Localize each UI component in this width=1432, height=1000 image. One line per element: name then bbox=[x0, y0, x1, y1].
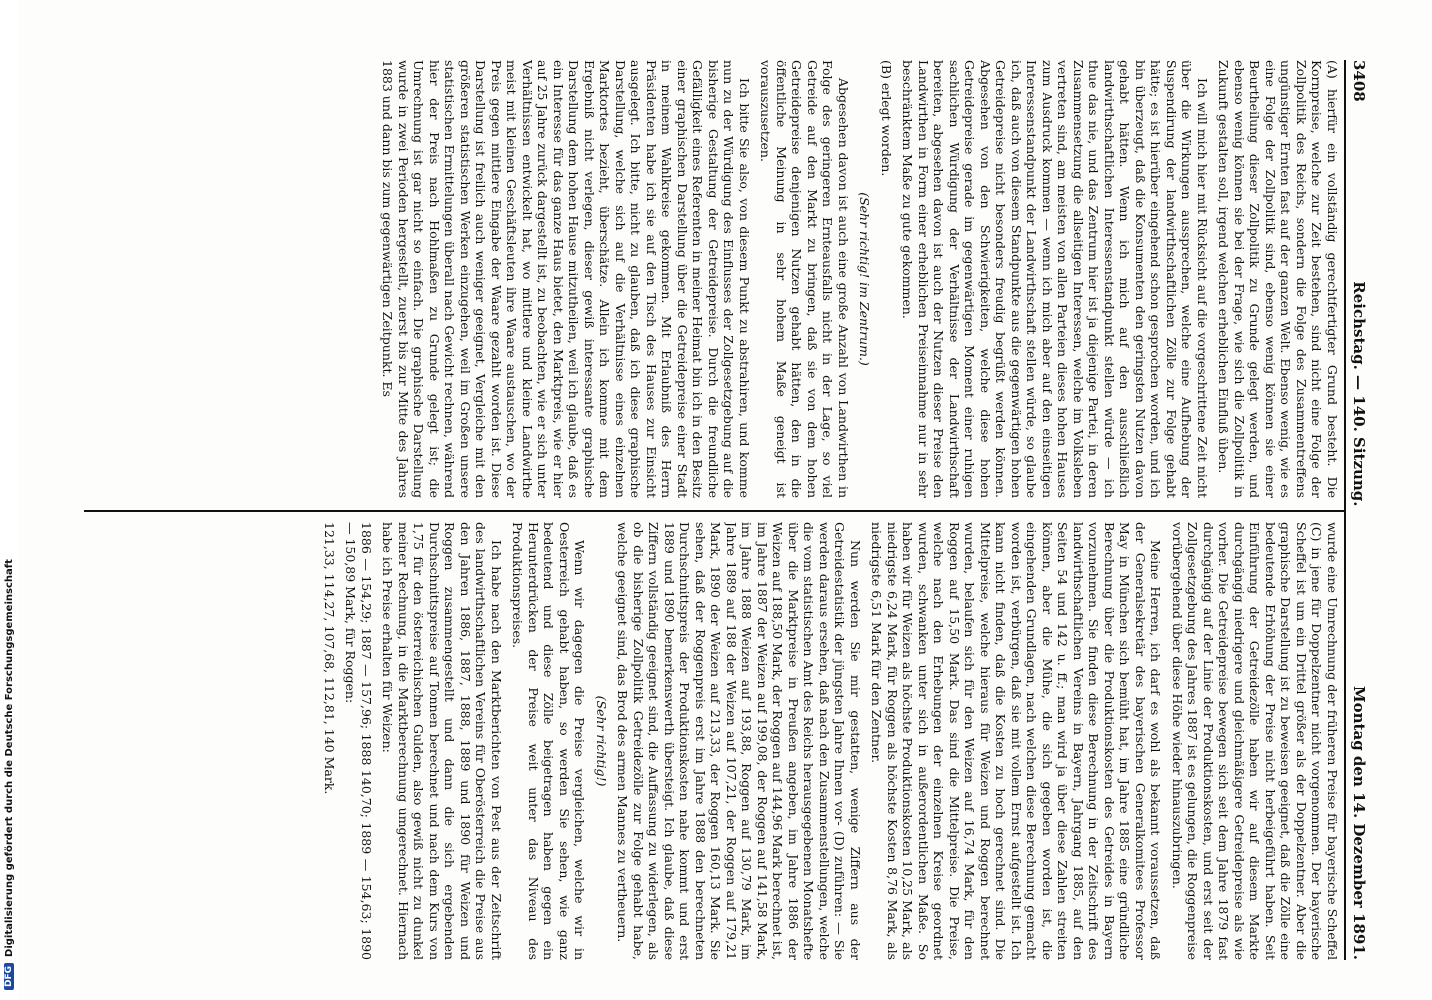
column-divider bbox=[84, 510, 1344, 512]
paragraph: (B) erlegt worden. bbox=[879, 60, 894, 177]
paragraph: Meine Herren, ich darf es wohl als bekannt voraussetzen, daß der Generalsekretär des bayerischen Generalkomitees Professor May in München sich bemüht hat, im Jahre 1885 eine gründliche Berechnung über die Produktionskosten des Getreides in Bayern vorzunehmen. Sie finden diese Berechnung in der Zeitschrift des landwirthschaftlichen Vereins in Bayern, Jahrgang 1885, auf den Seiten 54 und 142 u. ff.; man wird ja über diese Zahlen streiten können, aber die Mühe, die sich gegeben worden ist, die eingehenden Grundlagen, nach welchen diese Berechnung gemacht worden ist, verbürgen, daß sie mit vollem Ernst aufgestellt ist. Ich kann nicht finden, daß die Kosten zu hoch gerechnet sind. Die Mittelpreise, welche hieraus für Weizen und Roggen berechnet wurden, belaufen sich für den Weizen auf 16,74 Mark, für den Roggen auf 15,50 Mark. Das sind die Mittelpreise. Die Preise, welche nach den Erhebungen der einzelnen Kreise geordnet wurden, schwanken unter sich in außerordentlichen Maße. So haben wir für Weizen als höchste Produktionskosten 10,25 Mark, als niedrigste 6,24 Mark, für Roggen als höchste Kosten 8,76 Mark, als niedrigste 6,51 Mark für den Zentner. bbox=[869, 522, 1164, 960]
paragraph: (A) hierfür ein vollständig gerechtfertigter Grund besteht. Die Kornpreise, welche zur Zeit bestehen, sind nicht eine Folge der Zollpolitik des Reichs, sondern die Folge des Zusammentreffens ungünstiger Ernten fast auf der ganzen Welt. Ebenso wenig, wie es eine Folge der Zollpolitik sind, ebenso wenig können sie einer Beurtheilung dieser Zollpolitik zu Grunde gelegt werden, und ebenso wenig können sie bei der Frage, wie sich die Zollpolitik in Zukunft gestalten soll, irgend welchen erheblichen Einfluß üben. bbox=[1216, 60, 1340, 498]
right-column bbox=[90, 522, 1340, 960]
paragraph: Nun werden Sie mir gestatten, wenige Ziffern aus der Getreidestatistik der jüngsten Jahre Ihnen vor- (D) zuführen: — Sie werden daraus ersehen, daß nach den Zusammenstellungen, welche die vom statistischen Amt des Reichs herausgegebenen Monatshefte über die Marktpreise in Preußen angeben, im Jahre 1886 der Weizen auf 188,50 Mark, der Roggen auf 144,96 Mark berechnet ist, im Jahre 1887 der Weizen auf 199,08, der Roggen auf 141,58 Mark, im Jahre 1888 Weizen auf 193,88, Roggen auf 130,79 Mark, im Jahre 1889 auf 188 der Weizen auf 107,21, der Roggen auf 179,21 Mark, 1890 der Weizen auf 213,33, der Roggen 160,13 Mark. Sie sehen, daß der Roggenpreis erst im Jahre 1888 den berechneten Durchschnittspreis der Produktionskosten nahe kommt und erst 1889 und 1890 bemerkenswerth übersteigt. Ich glaube, daß diese Ziffern vollständig geeignet sind, die Auffassung zu widerlegen, als ob die bisherige Zollpolitik Getreidezölle zur Folge gehabt habe, welche geeignet sind, das Brod des armen Mannes zu vertheuern. bbox=[615, 522, 863, 960]
paragraph: wurde eine Umrechnung der früheren Preise für bayerische Scheffel (C) in jene für Doppelzentner nicht vorgenommen. Der bayerische Scheffel ist um ein Drittel größer als der Doppelzentner. Aber die graphische Darstellung ist zu beweisen geeignet, daß die Zölle eine bedeutende Erhöhung der Preise nicht herbeigeführt haben. Seit Einführung der Getreidezölle haben wir auf diesem Markte durchgängig niedrigere und gleichmäßigere Getreidepreise als wie vorher. Die Getreidepreise bewegen sich seit dem Jahre 1879 fast durchgängig auf der Linie der Produktionskosten, und erst seit der Zollgesetzgebung des Jahres 1887 ist es gelungen, die Roggenpreise vorübergehend über diese Höhe wieder hinauszubringen. bbox=[1170, 522, 1340, 960]
digitization-footer bbox=[2, 0, 16, 990]
rotated-page-content bbox=[80, 60, 1370, 960]
paragraph: Ich bitte Sie also, von diesem Punkt zu abstrahiren, und komme nun zu der Würdigung des Einflusses der Zollgesetzgebung auf die bisherige Gestaltung der Getreidepreise. Durch die freundliche Gefälligkeit eines Referenten in meiner Heimat bin ich in den Besitz einer graphischen Darstellung über die Getreidepreise einer Stadt in meinem Wahlkreise gekommen. Mit Erlaubniß des Herrn Präsidenten habe ich sie auf den Tisch des Hauses zur Einsicht ausgelegt. Ich bitte, nicht zu glauben, daß ich diese graphische Darstellung, welche sich auf die Verhältnisse eines einzelnen Marktortes bezieht, überschätze. Allein ich komme mit dem Ergebniß nicht verlegen, dieser gewiß interessante graphische Darstellung dem hohen Hause mitzutheilen, weil ich glaube, daß es ein Interesse für das ganze Haus bietet, den Marktpreis, wie er hier auf 25 Jahre zurück dargestellt ist, zu beobachten, wie er sich unter Verhältnissen entwickelt hat, wo mittlere und kleine Landwirthe meist mit kleinen Geschäftsleuten ihre Waare austauschen, wo der Preis gegen mittlere Eingabe der Waare gezahlt worden ist. Diese Darstellung ist freilich auch weniger geeignet, Vergleiche mit den größeren statistischen Werken einzugehen, weil im Großen unsere statistischen Ermittelungen überall nach Gewicht rechnen, während hier der Preis nach Hohlmaßen zu Grunde gelegt ist; die Umrechnung ist gar nicht so einfach. Die graphische Darstellung wurde in zwei Perioden hergestellt, zuerst bis zur Mitte des Jahres 1883 und dann bis zum gegenwärtigen Zeitpunkt. Es bbox=[380, 60, 752, 498]
interjection: (Sehr richtig!) bbox=[594, 695, 609, 787]
price-list-roggen: 121,33, 114,27, 107,68, 112,81, 140 Mark. bbox=[322, 522, 337, 795]
price-list-weizen: 1886 — 154,29; 1887 — 157,96; 1888 140,70; 1889 — 154,63; 1890 — 150,89 Mark, für Roggen: bbox=[343, 522, 374, 960]
page-number: 3408 bbox=[1350, 60, 1368, 102]
interjection: (Sehr richtig! im Zentrum.) bbox=[857, 192, 873, 366]
paragraph: Ich habe nach den Marktberichten von Pest aus der Zeitschrift des landwirthschaftlichen Vereins für Oberösterreich die Preise aus den Jahren 1886, 1887, 1888, 1889 und 1890 für Weizen und Roggen zusammengestellt und dann die sich ergebenden Durchschnittspreise auf Tonnen berechnet und nach dem Kurs von 1,75 für den österreichischen Gulden, also gewiß nicht zu dunkel meiner Rechnung, in die Marktberechnung umgerechnet. Hiernach habe ich Preise erhalten für Weizen: bbox=[380, 522, 504, 960]
paragraph: Wenn wir dagegen die Preise vergleichen, welche wir in Oesterreich gehabt haben, so werden Sie sehen, wie ganz bedeutend und diese Zölle beigetragen haben gegen ein Herunterdrücken der Preise weit unter das Niveau des Produktionspreises. bbox=[510, 522, 588, 960]
paragraph: Ich will mich hier mit Rücksicht auf die vorgeschrittene Zeit nicht über die Wirkungen aussprechen, welche eine Aufhebung der Suspendirung der landwirthschaftlichen Zölle zur Folge gehabt hätte; es ist hierüber eingehend schon gesprochen worden, und ich bin überzeugt, daß die Konsumenten den geringsten Nutzen davon gehabt hätten. Wenn ich mich auf den ausschließlich landwirthschaftlichen Interessenstandpunkt stellen würde — ich thue das nie, und das Zentrum hier ist ja diejenige Partei, in deren Zusammensetzung die allseitigen Interessen, welche im Volksleben vertreten sind, am meisten von allen Parteien dieses hohen Hauses zum Ausdruck kommen — wenn ich mich aber auf den einseitigen Interessenstandpunkt der Landwirthschaft stellen würde, so glaube ich, daß auch von diesem Standpunkte aus die gegenwärtigen hohen Getreidepreise nicht besonders freudig begrüßt werden können. Abgesehen von den Schwierigkeiten, welche diese hohen Getreidepreise gerade im gegenwärtigen Moment einer ruhigen sachlichen Würdigung der Verhältnisse der Landwirthschaft bereiten, abgesehen davon ist auch der Nutzen dieser Preise den Landwirthen in Form einer erheblichen Preiseinnahme nur in sehr beschränktem Maße zu gute gekommen. bbox=[900, 60, 1210, 498]
dfg-logo: DFG bbox=[4, 963, 14, 990]
session-date: Montag den 14. Dezember 1891. bbox=[1350, 686, 1368, 960]
session-title: Reichstag. — 140. Sitzung. bbox=[1350, 281, 1368, 507]
page-header bbox=[1344, 60, 1370, 960]
paragraph: Abgesehen davon ist auch eine große Anzahl von Landwirthen in Folge des geringeren Ernteausfalls nicht in der Lage, so viel Getreide auf den Markt zu bringen, daß sie von dem hohen Getreidepreise denjenigen Nutzen gehabt hätten, den in die öffentliche Meinung in sehr hohem Maße geneigt ist vorauszusetzen. bbox=[758, 60, 851, 498]
footer-text: Digitalisierung gefördert durch die Deutsche Forschungsgemeinschaft bbox=[3, 559, 15, 957]
left-column bbox=[90, 60, 1340, 498]
